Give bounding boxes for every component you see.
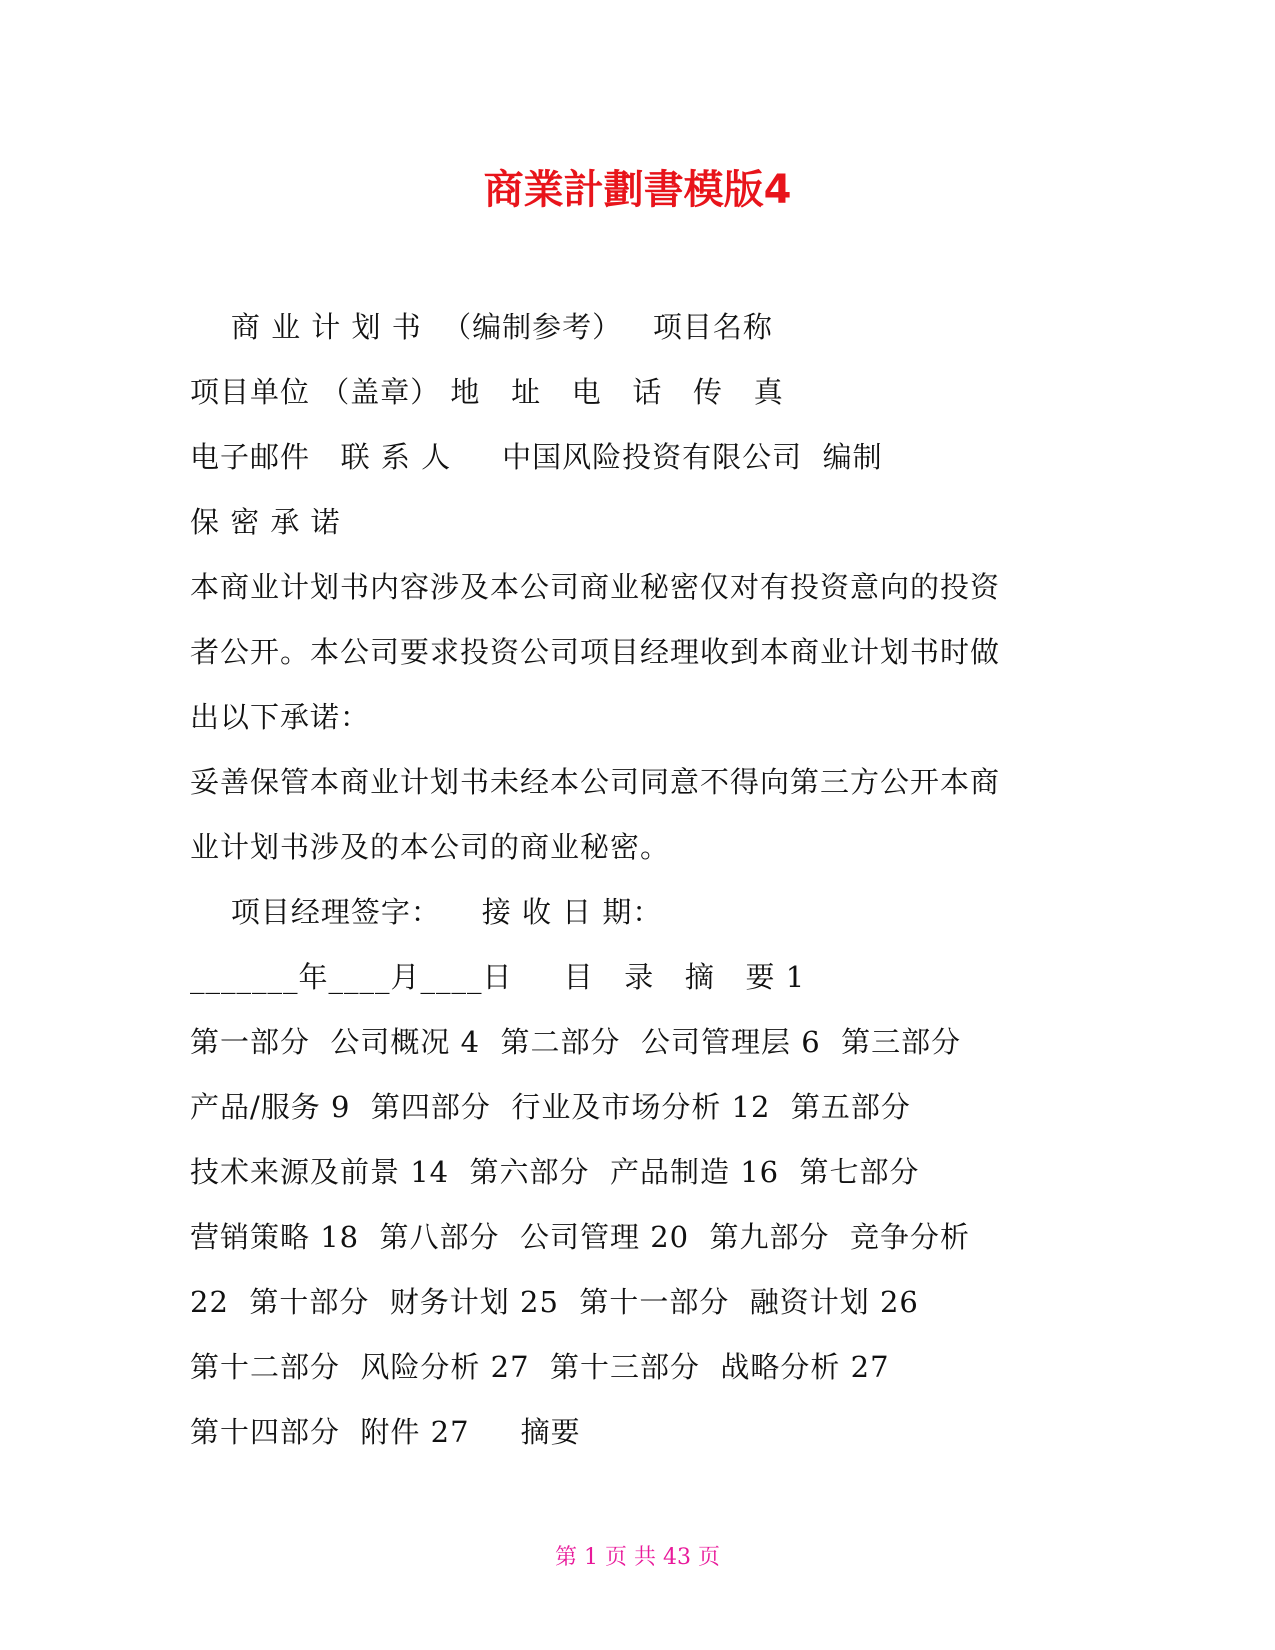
- body-line: 本商业计划书内容涉及本公司商业秘密仅对有投资意向的投资: [190, 570, 1001, 604]
- body-line: 项目经理签字： 接 收 日 期：: [190, 895, 663, 929]
- toc-line: 营销策略 18 第八部分 公司管理 20 第九部分 竞争分析: [190, 1220, 970, 1254]
- document-body: [190, 295, 1090, 1465]
- page-number-footer: 第 1 页 共 43 页: [555, 1545, 720, 1570]
- body-line: 电子邮件 联 系 人 中国风险投资有限公司 编制: [190, 440, 883, 474]
- body-line: 者公开。本公司要求投资公司项目经理收到本商业计划书时做: [190, 635, 1001, 669]
- toc-line: 产品/服务 9 第四部分 行业及市场分析 12 第五部分: [190, 1090, 911, 1124]
- body-line: 项目单位 （盖章） 地 址 电 话 传 真: [190, 375, 784, 409]
- toc-line: 22 第十部分 财务计划 25 第十一部分 融资计划 26: [190, 1285, 919, 1319]
- document-title: 商業計劃書模版4: [483, 167, 792, 213]
- toc-line: 技术来源及前景 14 第六部分 产品制造 16 第七部分: [190, 1155, 920, 1189]
- toc-line: 第一部分 公司概况 4 第二部分 公司管理层 6 第三部分: [190, 1025, 962, 1059]
- body-line: _______年____月____日 目 录 摘 要 1: [190, 960, 806, 994]
- body-line: 商 业 计 划 书 （编制参考） 项目名称: [190, 310, 773, 344]
- body-line: 保 密 承 诺: [190, 505, 341, 539]
- body-line: 妥善保管本商业计划书未经本公司同意不得向第三方公开本商: [190, 765, 1001, 799]
- body-line: 业计划书涉及的本公司的商业秘密。: [190, 830, 671, 864]
- toc-line: 第十二部分 风险分析 27 第十三部分 战略分析 27: [190, 1350, 890, 1384]
- toc-line: 第十四部分 附件 27 摘要: [190, 1415, 581, 1449]
- body-line: 出以下承诺：: [190, 700, 371, 734]
